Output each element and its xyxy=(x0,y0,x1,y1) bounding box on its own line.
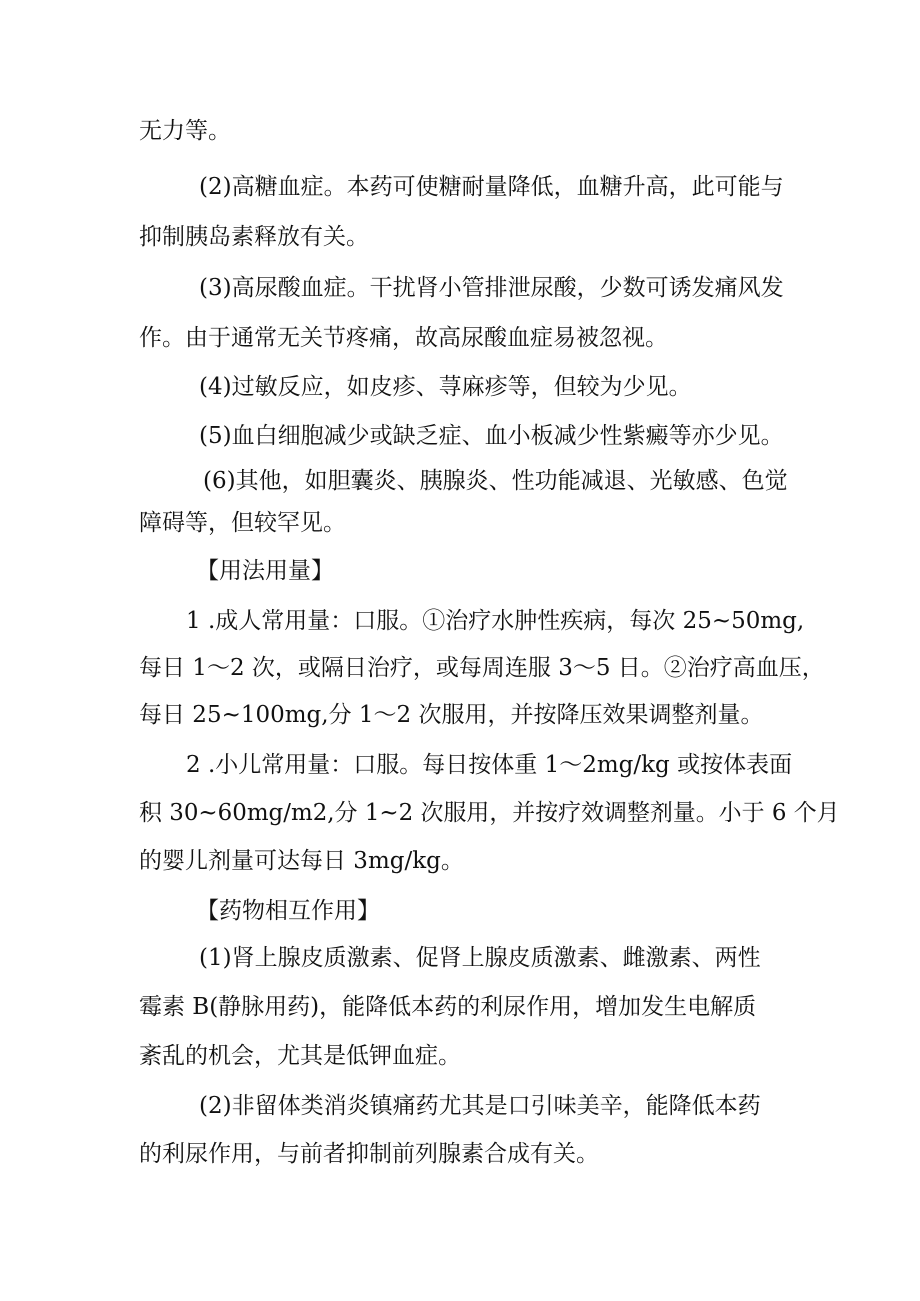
text-line: (2)高糖血症。本药可使糖耐量降低，血糖升高，此可能与 xyxy=(199,174,784,200)
text-line: 抑制胰岛素释放有关。 xyxy=(139,224,369,250)
section-heading-usage: 【用法用量】 xyxy=(196,558,334,584)
text-line: 积 30~60mg/m2,分 1~2 次服用，并按疗效调整剂量。小于 6 个月 xyxy=(139,800,840,826)
text-line: 无力等。 xyxy=(139,118,231,144)
text-line: (6)其他，如胆囊炎、胰腺炎、性功能减退、光敏感、色觉 xyxy=(203,468,788,494)
text-line: (4)过敏反应，如皮疹、荨麻疹等，但较为少见。 xyxy=(199,374,692,400)
text-line: 每日 1～2 次，或隔日治疗，或每周连服 3～5 日。②治疗高血压， xyxy=(139,655,825,681)
text-line: (2)非留体类消炎镇痛药尤其是口引味美辛，能降低本药 xyxy=(199,1093,761,1119)
text-line: 2 .小儿常用量：口服。每日按体重 1～2mg/kg 或按体表面 xyxy=(186,752,793,778)
text-line: 霉素 B(静脉用药)，能降低本药的利尿作用，增加发生电解质 xyxy=(139,994,757,1020)
text-line: 的利尿作用，与前者抑制前列腺素合成有关。 xyxy=(139,1141,599,1167)
text-line: 每日 25~100mg,分 1～2 次服用，并按降压效果调整剂量。 xyxy=(139,702,764,728)
text-line: (1)肾上腺皮质激素、促肾上腺皮质激素、雌激素、两性 xyxy=(199,945,761,971)
text-line: 的婴儿剂量可达每日 3mg/kg。 xyxy=(139,848,464,874)
text-line: 紊乱的机会，尤其是低钾血症。 xyxy=(139,1043,461,1069)
text-line: 1 .成人常用量：口服。①治疗水肿性疾病，每次 25~50mg, xyxy=(186,608,805,634)
text-line: 障碍等，但较罕见。 xyxy=(139,510,346,536)
text-line: 作。由于通常无关节疼痛，故高尿酸血症易被忽视。 xyxy=(139,325,668,351)
section-heading-interactions: 【药物相互作用】 xyxy=(196,898,380,924)
text-line: (5)血白细胞减少或缺乏症、血小板减少性紫癜等亦少见。 xyxy=(199,423,784,449)
text-line: (3)高尿酸血症。干扰肾小管排泄尿酸，少数可诱发痛风发 xyxy=(199,275,784,301)
